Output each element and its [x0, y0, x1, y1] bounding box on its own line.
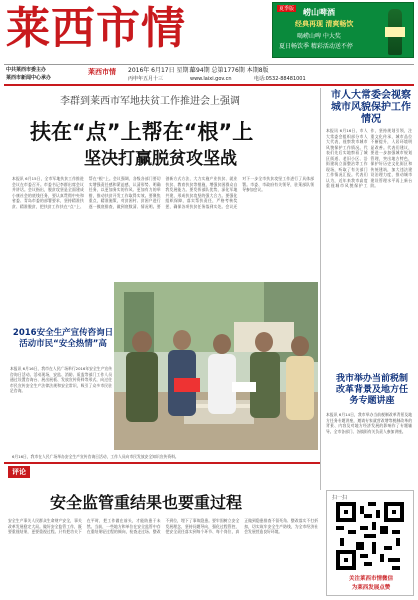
publisher-line-2: 莱西市新闻中心承办	[6, 75, 52, 81]
issue-date: 2016年 6月17日 星期五	[128, 67, 195, 74]
safety-brief-body: 本报讯 6月16日，我市在人民广场举行2016年安全生产宣传咨询日活动。活动现场，安监、消防、质监等部门工作人员通过设置咨询台、展出展板、发放宣传资料等形式，向过往市民宣传安全生产法律法规和安全常识，吸引了众多市民驻足咨询。	[10, 366, 112, 393]
lead-kicker: 李群到莱西市军地扶贫工作推进会上强调	[60, 96, 240, 107]
issue-number: 第94期 总第1776期 本期8版	[190, 67, 269, 74]
lead-headline-main[interactable]: 扶在“点”上帮在“根”上	[30, 120, 254, 144]
right-column-body-1: 本报讯 6月16日，市人大常委会组织部分市人大代表，视察我市城市风貌保护工作情况。代表们先后实地察看了城区街道、老旧小区、沿街建筑立面整治等工作现场，听取了有关部门工作情况汇报。代表们认为，近年来我市高度重视城市风貌保护工作，坚持规划引领，注重文化传承，城市品位不断提升，人居环境明显改善。代表们建议，要进一步加强城市规划管理，突出地方特色，保护好历史文化街区和传统建筑，加大违法建设治理力度，推动城市建设管理水平再上新台阶。	[326, 128, 412, 188]
news-photo[interactable]	[114, 282, 318, 450]
section-rule	[4, 462, 320, 464]
ad-line-1: 喝崂山啤 中大奖	[297, 33, 341, 40]
photo-caption: 6月16日，我市在人民广场举办安全生产宣传咨询日活动，工作人员向市民发放安全知识宣传资料。	[12, 454, 179, 459]
dateline-bar	[4, 64, 414, 86]
photo-scene	[114, 282, 318, 450]
dateline-brand: 莱西市情	[88, 68, 116, 76]
commentary-tag: 评论	[8, 466, 30, 478]
safety-brief-headline[interactable]: 2016安全生产宣传咨询日活动市民“安全热情”高	[12, 328, 114, 349]
commentary-body: 安全生产事关人民群众生命财产安全，事关改革发展稳定大局。做好安全监管工作，既要重视结果，更要重视过程。只有把功夫下在平时，把工作做在前头，才能防患于未然。当前，一些地方和单位在安全监管中存在重结果轻过程的倾向，检查走过场、整改不到位，埋下了事故隐患。要牢固树立安全发展理念，坚持问题导向，强化过程管控，把安全责任落实到每个环节、每个岗位，真正做到隐患排查不留死角、整改落实不打折扣，切实筑牢安全生产防线，为全市经济社会发展营造良好环境。	[8, 518, 318, 534]
column-divider	[320, 88, 321, 490]
ad-badge: 夏季版	[279, 6, 295, 12]
qr-caption-1: 关注莱西市情微信	[348, 576, 393, 582]
lead-headline-sub[interactable]: 坚决打赢脱贫攻坚战	[84, 149, 237, 169]
lunar-date: 丙申年五月十三	[128, 76, 164, 82]
bottle-label-icon	[385, 27, 405, 37]
contact-phone: 电话:0532-88481001	[254, 76, 306, 82]
right-column-headline-2[interactable]: 我市举办当前税制改革背景及地方任务专题讲座	[335, 374, 408, 406]
right-column-body-2: 本报讯 6月14日，我市举办当前税制改革背景及地方任务专题讲座，邀请专家就营改增等税制改革的背景、内容及对地方经济发展的影响作了专题辅导。全市各部门、各镇街有关负责人参加讲座。	[326, 412, 412, 434]
ad-slogan: 经典再现 清爽畅饮	[295, 19, 354, 28]
qr-code-icon[interactable]	[336, 502, 404, 570]
publisher-line-1: 中共莱西市委主办	[6, 67, 47, 73]
right-column-headline-1[interactable]: 市人大常委会视察城市风貌保护工作情况	[331, 90, 411, 125]
beer-advertisement[interactable]	[272, 2, 414, 58]
ad-brand: 崂山啤酒	[303, 7, 335, 17]
ad-line-2: 夏日畅饮季 精彩活动送不停	[279, 43, 353, 50]
qr-code-graphic	[336, 502, 404, 570]
newspaper-logo: 莱西市情	[6, 3, 186, 54]
lead-article-body: 本报讯 6月15日，全市军地扶贫工作推进会议在市委召开。市委书记李群出席会议并讲话。会议指出，脱贫攻坚是全面建成小康社会的底线任务，要认真贯彻中央和省委、青岛市委的部署要求，坚持精准扶贫、精准脱贫，把扶贫工作扶在“点”上、帮在“根”上。会议强调，各级各部门要切实增强责任感和紧迫感，认清形势、明确任务，以更加务实的作风、更加有力的举措，推动扶贫开发工作取得实效。要聚焦重点，精准施策，对贫困村、贫困户进行逐一摸底排查，做到底数清、情况明。要创新方式方法，大力实施产业扶贫、就业扶贫、教育扶贫等措施，增强贫困群众自我发展能力。要发挥部队优势，深化军地共建，形成扶贫攻坚的强大合力。要强化组织保障，落实帮扶责任，严格考核奖惩，确保各项扶贫任务落到实处。会议还对下一步全市扶贫攻坚工作进行了具体部署。市委、市政府有关领导，驻莱部队领导参加会议。	[12, 176, 314, 209]
commentary-headline[interactable]: 安全监管重结果也要重过程	[50, 493, 243, 512]
qr-caption-2: 为莱西发展点赞	[351, 585, 391, 591]
website-link[interactable]: www.laixi.gov.cn	[190, 76, 232, 82]
qr-label: 扫一扫	[332, 495, 348, 501]
